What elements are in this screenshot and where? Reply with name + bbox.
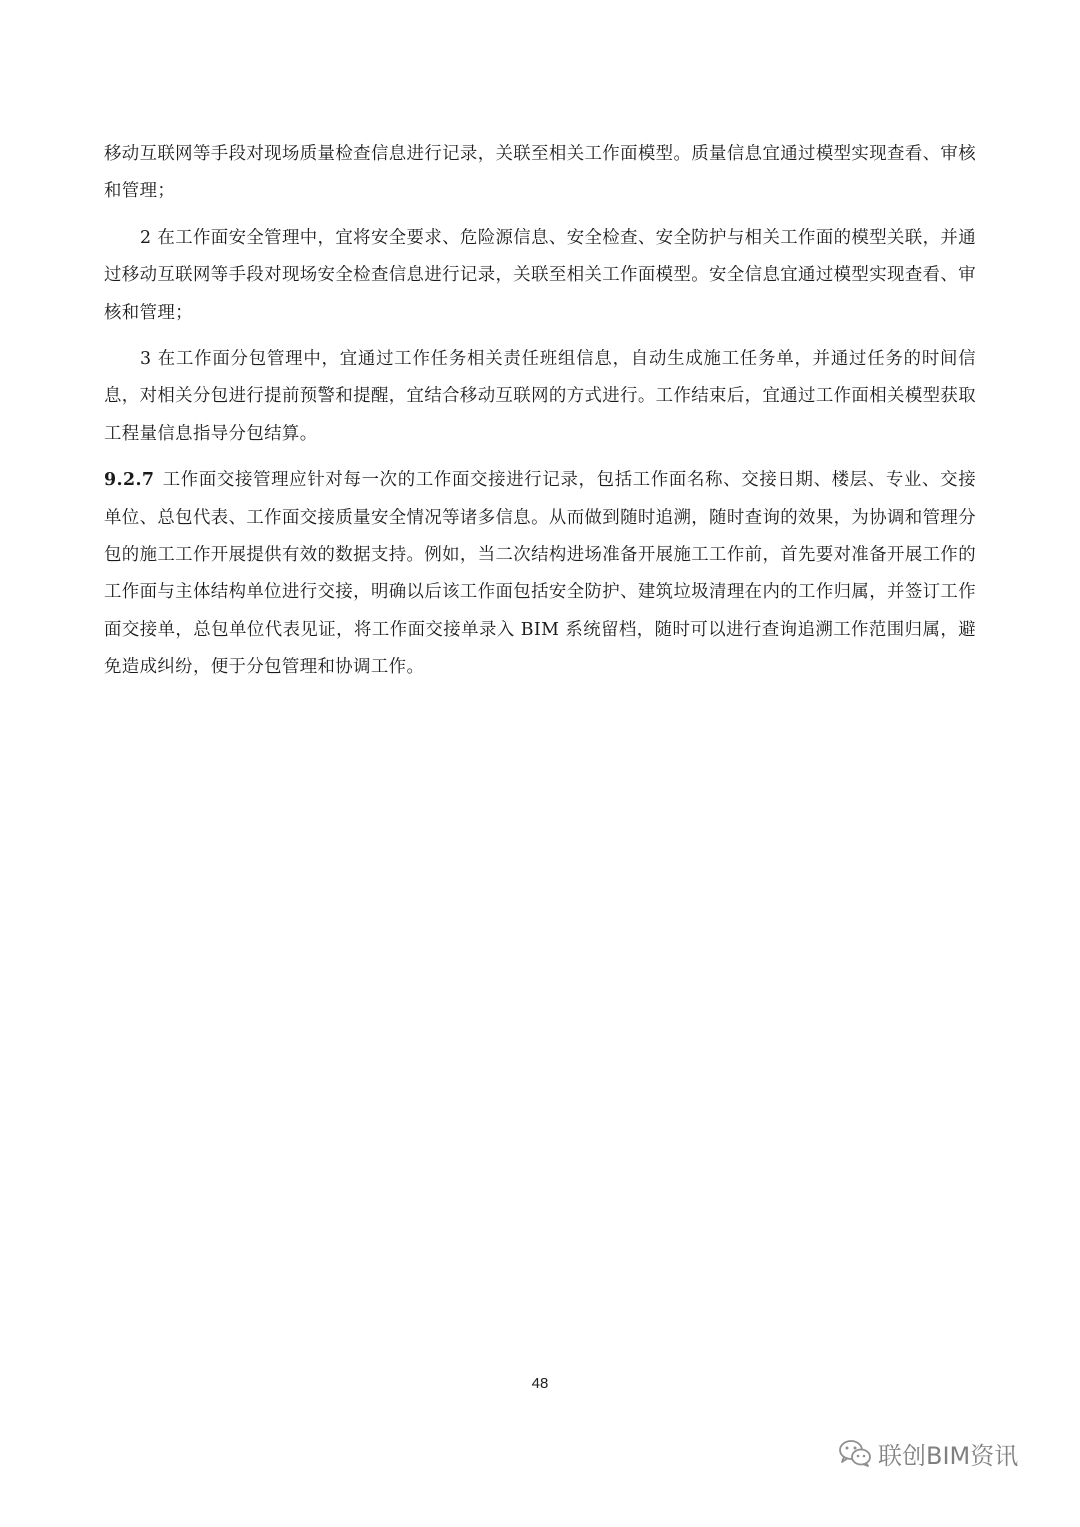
paragraph-quality-continuation: 移动互联网等手段对现场质量检查信息进行记录，关联至相关工作面模型。质量信息宜通过模型实现查看、审核和管理；: [104, 144, 976, 202]
body-text: [104, 136, 976, 687]
paragraph-item-3-subcontract: 3 在工作面分包管理中，宜通过工作任务相关责任班组信息，自动生成施工任务单，并通过任务的时间信息，对相关分包进行提前预警和提醒，宜结合移动互联网的方式进行。工作结束后，宜通过工作面相关模型获取工程量信息指导分包结算。: [104, 349, 976, 444]
watermark: [838, 1433, 1018, 1473]
clause-text: 工作面交接管理应针对每一次的工作面交接进行记录，包括工作面名称、交接日期、楼层、专业、交接单位、总包代表、工作面交接质量安全情况等诸多信息。从而做到随时追溯，随时查询的效果，为协调和管理分包的施工工作开展提供有效的数据支持。例如，当二次结构进场准备开展施工工作前，首先要对准备开展工作的工作面与主体结构单位进行交接，明确以后该工作面包括安全防护、建筑垃圾清理在内的工作归属，并签订工作面交接单，总包单位代表见证，将工作面交接单录入 BIM 系统留档，随时可以进行查询追溯工作范围归属，避免造成纠纷，便于分包管理和协调工作。: [104, 470, 976, 678]
clause-9-2-7: [104, 462, 976, 686]
wechat-icon: [838, 1439, 872, 1467]
paragraph-item-2-safety: 2 在工作面安全管理中，宜将安全要求、危险源信息、安全检查、安全防护与相关工作面的模型关联，并通过移动互联网等手段对现场安全检查信息进行记录，关联至相关工作面模型。安全信息宜通过模型实现查看、审核和管理；: [104, 227, 976, 323]
watermark-text: 联创BIM资讯: [878, 1441, 1019, 1470]
page-number: 48: [531, 1375, 549, 1392]
clause-number: 9.2.7: [104, 470, 155, 491]
